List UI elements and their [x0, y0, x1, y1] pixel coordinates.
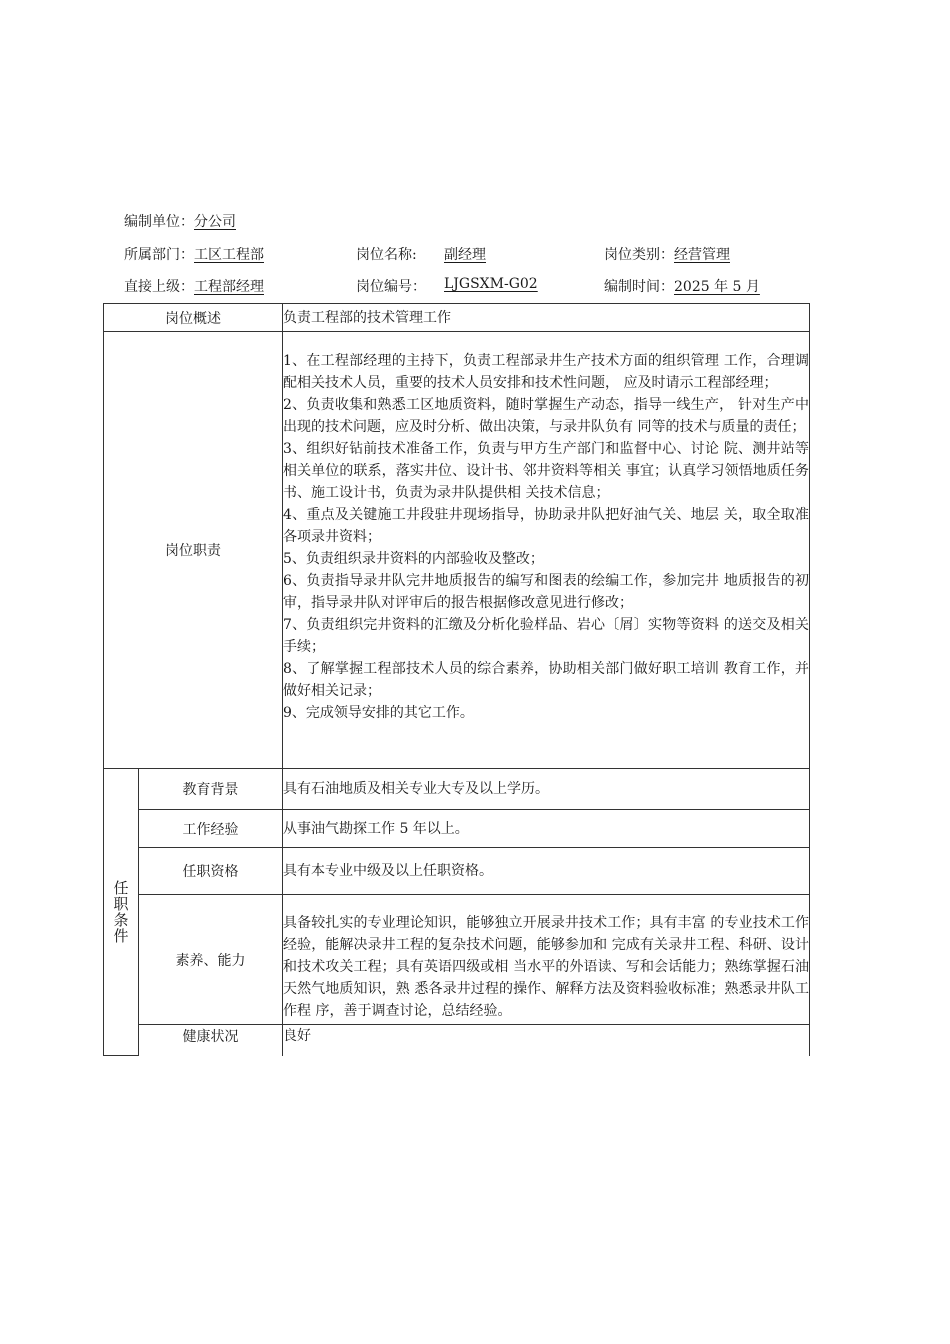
- department-field: [124, 244, 264, 264]
- position-name-value: 副经理: [444, 247, 486, 263]
- job-description-table: [103, 303, 810, 1056]
- abilities-row: [104, 895, 810, 1025]
- duty-item: 9、完成领导安排的其它工作。: [283, 705, 474, 721]
- duty-item: 6、负责指导录井队完井地质报告的编写和图表的绘编工作，参加完井 地质报告的初审，指导录井队对评审后的报告根据修改意见进行修改；: [283, 573, 809, 611]
- experience-row: [104, 810, 810, 848]
- education-row: [104, 769, 810, 810]
- overview-row: [104, 304, 810, 332]
- health-row: [104, 1025, 810, 1056]
- duty-item: 4、重点及关键施工井段驻井现场指导，协助录井队把好油气关、地层 关，取全取准各项录井资料；: [283, 507, 809, 545]
- qualifications-label: [104, 769, 139, 1056]
- position-code-field: [356, 276, 426, 296]
- certification-row: [104, 848, 810, 895]
- supervisor-value: 工程部经理: [194, 279, 264, 295]
- duty-item: 2、负责收集和熟悉工区地质资料，随时掌握生产动态，指导一线生产， 针对生产中出现的技术问题，应及时分析、做出决策，与录井队负有 同等的技术与质量的责任；: [283, 397, 809, 435]
- duty-item: 7、负责组织完井资料的汇缴及分析化验样品、岩心〔屑〕实物等资料 的送交及相关手续；: [283, 617, 809, 655]
- duty-item: 3、组织好钻前技术准备工作，负责与甲方生产部门和监督中心、讨论 院、测井站等相关单位的联系，落实井位、设计书、邻井资料等相关 事宜；认真学习领悟地质任务书、施工设计书，负责为录井队提供相 关技术信息；: [283, 441, 809, 501]
- education-label: 教育背景: [139, 769, 283, 810]
- position-category-value: 经营管理: [674, 247, 730, 263]
- overview-label: 岗位概述: [104, 304, 283, 332]
- duties-list: [283, 332, 810, 769]
- date-label: 编制时间：: [604, 279, 674, 295]
- duty-item: 1、在工程部经理的主持下，负责工程部录井生产技术方面的组织管理 工作，合理调配相关技术人员，重要的技术人员安排和技术性问题， 应及时请示工程部经理；: [283, 353, 809, 391]
- experience-label: 工作经验: [139, 810, 283, 848]
- certification-value: 具有本专业中级及以上任职资格。: [283, 848, 810, 895]
- experience-value: 从事油气勘探工作 5 年以上。: [283, 810, 810, 848]
- abilities-label: 素养、能力: [139, 895, 283, 1025]
- unit-field: [124, 211, 236, 231]
- position-category-label: 岗位类别：: [604, 247, 674, 263]
- position-name-value-wrap: [444, 244, 486, 264]
- duties-label: 岗位职责: [104, 332, 283, 769]
- position-name-label: 岗位名称:: [356, 247, 417, 263]
- education-value: 具有石油地质及相关专业大专及以上学历。: [283, 769, 810, 810]
- department-value: 工区工程部: [194, 247, 264, 263]
- date-value: 2025 年 5 月: [674, 279, 760, 295]
- abilities-value: 具备较扎实的专业理论知识，能够独立开展录井技术工作；具有丰富 的专业技术工作经验，能解决录井工程的复杂技术问题，能够参加和 完成有关录井工程、科研、设计和技术攻关工程；具有英语四级或相 当水平的外语读、写和会话能力；熟练掌握石油天然气地质知识，熟 悉各录井过程的操作、解释方法及资料验收标准；熟悉录井队工作程 序，善于调查讨论，总结经验。: [283, 895, 810, 1025]
- position-code-value-wrap: [444, 276, 538, 292]
- qualifications-label-text: 任职条件: [113, 878, 129, 945]
- position-name-field: [356, 244, 417, 264]
- overview-value: 负责工程部的技术管理工作: [283, 304, 810, 332]
- date-field: [604, 276, 760, 296]
- duties-row: [104, 332, 810, 769]
- duty-item: 5、负责组织录井资料的内部验收及整改；: [283, 551, 544, 567]
- unit-label: 编制单位：: [124, 214, 194, 230]
- certification-label: 任职资格: [139, 848, 283, 895]
- department-label: 所属部门：: [124, 247, 194, 263]
- health-value: 良好: [283, 1025, 810, 1056]
- supervisor-label: 直接上级：: [124, 279, 194, 295]
- position-code-value: LJGSXM-G02: [444, 276, 538, 292]
- health-label: 健康状况: [139, 1025, 283, 1056]
- duty-item: 8、了解掌握工程部技术人员的综合素养，协助相关部门做好职工培训 教育工作，并做好相关记录；: [283, 661, 809, 699]
- unit-value: 分公司: [194, 214, 236, 230]
- position-category-field: [604, 244, 730, 264]
- supervisor-field: [124, 276, 264, 296]
- position-code-label: 岗位编号：: [356, 279, 426, 295]
